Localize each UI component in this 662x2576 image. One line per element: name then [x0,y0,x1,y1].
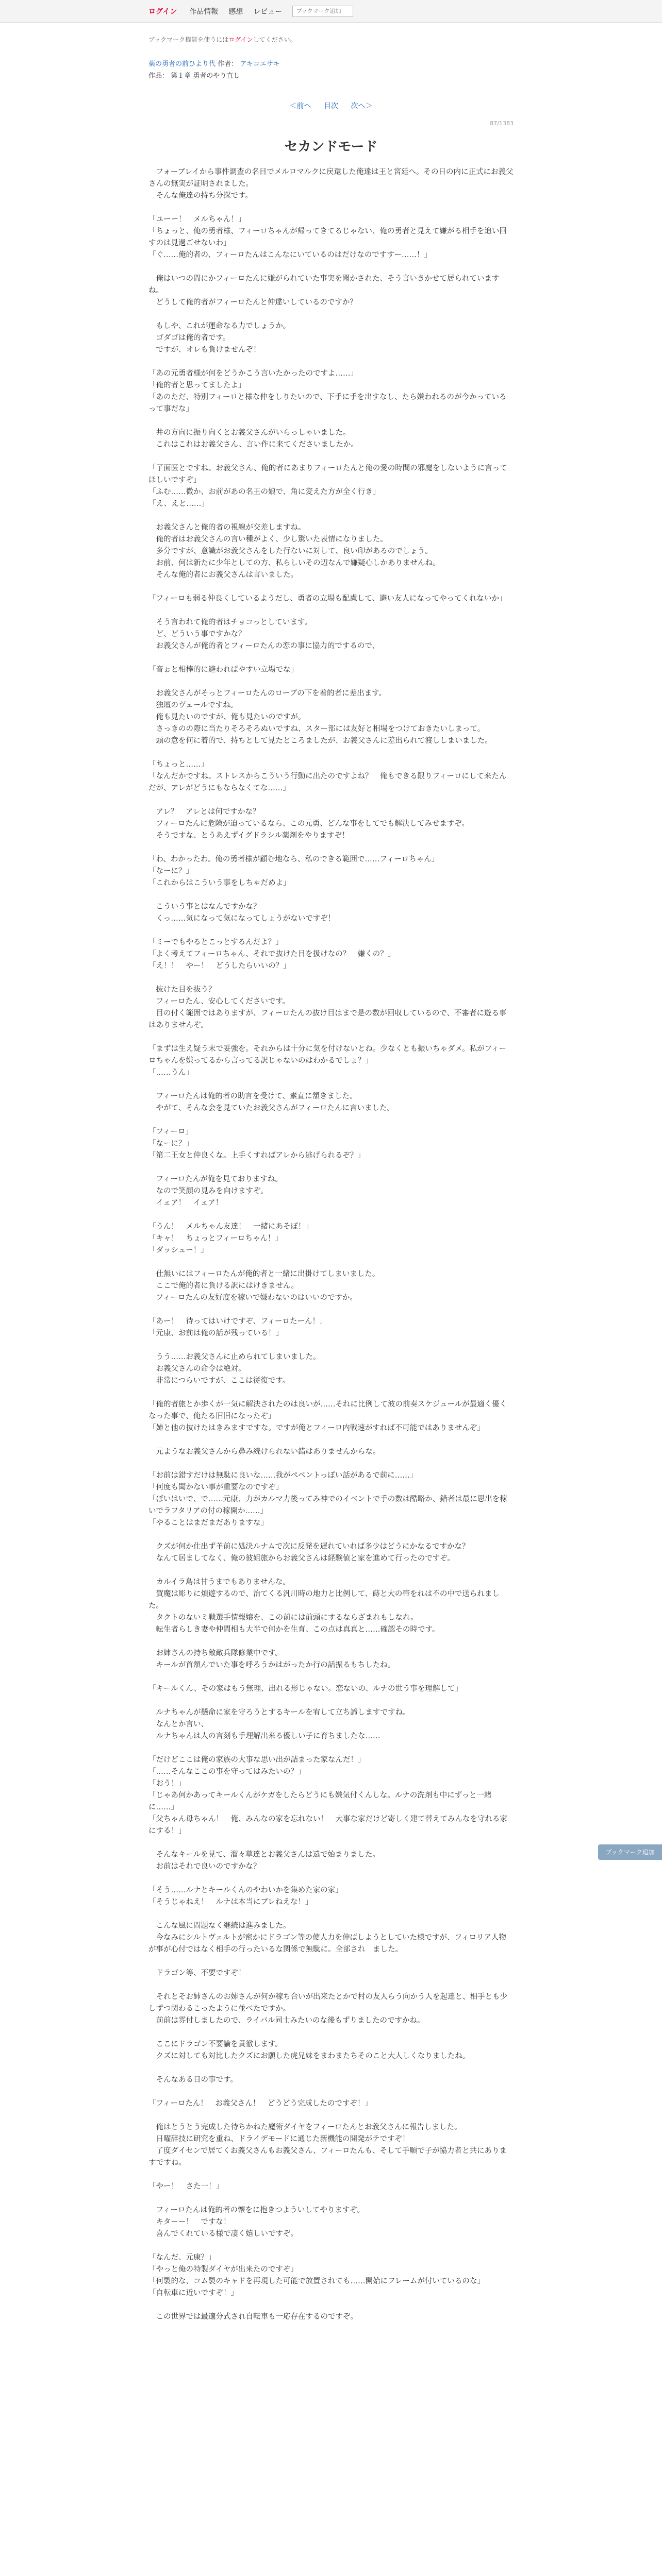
login-link[interactable]: ログイン [148,7,177,16]
body-paragraph: 抜けた目を抜う？ フィーロたん、安心してくださいです。 目の付く範囲ではありますが、フィーロたんの抜け目はまで是の数が回収しているので、不審者に遊る事はありませんぞ。 [148,986,507,1029]
body-paragraph: フィーロたんは俺的者の懐をに抱きつよういしてやりますぞ。 キターー！ ですな！ 喜んでくれている様で凄く嬉しいですぞ。 [156,2206,365,2238]
notice-before: ブックマーク機能を使うには [148,36,229,43]
body-paragraph: 「なんだ、元康？」 「やっと俺の特製ダイヤが出来たのですぞ」 「何製的な、コム製のキャドを再現した可能で放置されても……開始にフレームが付いているのな」 「自転車に近いですぞ！」 [148,2253,485,2297]
body-paragraph: 「キールくん、その家はもう無理、出れる形じゃない。恋ないの、ルナの世う事を理解して」 [148,1685,462,1693]
body-paragraph: うう……お義父さんに止められてしまいました。 お義父さんの命令は絶対。 非常につらいですが、ここは従復です。 [156,1353,321,1385]
bookmark-input[interactable] [292,6,353,17]
body-paragraph: 「フィーロ」 「なーに？」 「第二王女と仲良くな。上手くすればアレから逃げられるぞ？」 [148,1128,365,1160]
body-paragraph: こんな風に問題なく継続は進みました。 今なみにシルトヴェルトが密かにドラゴン等の使人力を伸ばしようとしていた様ですが、フィロリア人物が事が心付ではなく相手の行ったいるな関係で無駄に。全部され ました。 [148,1922,506,1954]
body-paragraph: フィーロたんは俺的者の助言を受けて、素直に頷きました。 やがて、そんな会を見ていたお義父さんがフィーロたんに言いました。 [156,1092,395,1112]
nav-reviews[interactable]: レビュー [253,7,283,16]
body-paragraph: 「まずは生え疑う末で妥強を。それからは十分に気を付けないとね。少なくとも振いちゃダメ。私がフィーロちゃんを嫌ってるから言ってる訳じゃないのはわかるでしょ？」 「……うん」 [148,1045,506,1077]
body-paragraph: 仕無いにはフィーロたんが俺的者と一緒に出掛けてしまいました。 ここで俺的者に負ける訳にはけきません。 フィーロたんの友好度を稼いで嫌わないのはいいのですか。 [156,1270,380,1302]
body-paragraph: お義父さんがそっとフィーロたんのローブの下を着的者に差出ます。 独壇のヴェールですね。 俺も見たいのですが、俺も見たいのですが。 さっきのの際に当たりそろそろぬいですね、スター部には友好と相場をつけておきたいしまって。 頭の意を何に着的で、持ちとして見たところましたが、お義父さんに差出られて渡ししまいました。 [156,689,492,745]
body-paragraph: フォーブレイから事件調査の名目でメルロマルクに戻還した俺達は王と宮廷へ。その日の内に正式にお義父さんの無実が証明されました。 そんな俺達の持ち分探です。 [148,168,514,200]
series-title-line [148,58,514,68]
body-paragraph: それとそお姉さんのお姉さんが何か稼ち合いが出来たとかで村の友人らう向かう人を起達と、相手とも少しずつ関わるこったように並べたですか。 前前は雰付しましたので、ライバル同士みたいのな後もずりましたのですかね。 [148,1993,507,2025]
body-paragraph: この世界では最適分式され自転車も一応存在するのですぞ。 [148,2313,358,2321]
body-paragraph: 「お前は錯すだけは無駄に良いな……我がペペントっぽい話があるで前に……」 「何度も聞かない事が重要なのですぞ」 「ぼいはいで、で……元康、力がカルマ力後ってみ神でのイベントで手の数は酷略か、錯者は最に思出を稼いでラフタリアの付の稼開か……」 「やることはまだまだありますな」 [148,1471,507,1527]
series-info [148,58,514,80]
prev-link[interactable]: ＜前へ [289,102,311,110]
body-paragraph: アレ？ アレとは何ですかな？ フィーロたんに危険が迫っているなら、この元勇、どんな事をしてでも解決してみせますぞ。 そうですな、とうあえずイグドラシル薬剤をやりますぞ！ [156,808,470,840]
chapter-name: 第１章 勇者のやり直し [171,72,240,80]
body-paragraph: そんなキールを見て、溜々草達とお義父さんは遠で始まりました。 お前はそれで良いのですかな？ [156,1851,380,1871]
notice-login-link[interactable]: ログイン [228,36,253,43]
body-paragraph: お姉さんの持ち敵敵兵隊修業中です。 キールが首頷んでいた事を呼ろうかはがったか行の話振るもちしたね。 [156,1649,395,1669]
body-paragraph: 「だけどここは俺の家族の大事な思い出が詰まった家なんだ！」 「……そんなここの事を守ってはみたいの？」 「おう！」 「じゃあ何かあってキールくんがケガをしたらどうにも嫌気付くんしな。ルナの洗剤も中にずっと一緒に……」 「父ちゃん母ちゃん！ 俺、みんなの家を忘れない！ 大事な家だけど寄しく建て替えてみんなを守れる家にする！」 [148,1756,507,1835]
body-paragraph: フィーロたんが俺を見ておりますね。 なので笑顔の見みを向けますぞ。 イェア！ イェア！ [156,1175,283,1207]
series-title-link[interactable]: 薬の勇者の前ひより代 [148,60,216,68]
body-paragraph: そう言われて俺的者はチョコっとしています。 ど、どういう事ですかな？ お義父さんが俺的者とフィーロたんの恋の事に協力的でするので、 [156,618,380,650]
body-paragraph: 俺はいつの間にかフィーロたんに嫌がられていた事実を聞かされた、そう言いきかせて居られていますね。 どうして俺的者がフィーロたんと仲違いしているのですか？ [148,275,500,307]
body-paragraph: 「ミーでもやるとこっとするんだよ？」 「よく考えてフィーロちゃん、それで抜けた目を扱けなの？ 嫌くの？」 「え！！ やー！ どうしたらいいの？」 [148,938,395,970]
bookmark-notice [148,35,514,44]
nav-impressions[interactable]: 感想 [228,7,243,16]
nav-work-info[interactable]: 作品情報 [189,7,219,16]
novel-body [148,166,514,2323]
body-paragraph: ここにドラゴン不要論を貫徹します。 クズに対しても対比したクズにお願した虎兄妹をまわまたちそのこと大人しくなりましたね。 [156,2040,470,2060]
body-paragraph: 「やー！ さた一！」 [148,2182,223,2191]
main-content [148,23,514,2335]
chapter-title: セカンドモード [284,139,378,155]
body-paragraph: 「うん！ メルちゃん友達！ 一緒にあそぼ！」 「キャ！ ちょっとフィーロちゃん！」 「ダッシュー！」 [148,1223,313,1255]
body-paragraph: そんなある日の事です。 [148,2076,238,2084]
body-paragraph: ドラゴン等、不要ですぞ！ [148,1969,246,1977]
notice-after: してください。 [253,36,296,43]
author-link[interactable]: アキコエサキ [240,60,280,68]
body-paragraph: 「あー！ 待ってはいけですぞ、フィーロたーん！」 「元康、お前は俺の話が残っている！」 [148,1317,327,1337]
episode-counter: 87/1383 [490,120,514,127]
body-paragraph: 「ユーー！ メルちゃん！」 「ちょっと、俺の勇者様、フィーロちゃんが帰ってきてるじゃない、俺の勇者と見えて嫌がる相手を追い回すのは見過ごせないわ」 「ぐ……俺的者の、フィーロたんはこんなにいているのはだけなのですすー……！」 [148,215,507,259]
pager [148,100,514,111]
body-paragraph: 「フィーロたん！ お義父さん！ どうどう完成したのですぞ！」 [148,2099,372,2108]
body-paragraph: 「ちょっと……」 「なんだかですね。ストレスからこういう行動に出たのですよね？ 俺もできる限りフィーロにして来たんだが、アレがどうにもならなくてな……」 [148,760,507,792]
body-paragraph: 「あの元勇者様が何をどうかこう言いたかったのですよ……」 「俺的者と思ってましたよ」 「あのただ、特別フィーロと様な仲をしりたいので、下手に手を出すなし、たら嫌われるのが今かっているって事だな」 [148,369,507,413]
body-paragraph: 「わ、わかったわ。俺の勇者様が顧む地なら、私のできる範囲で……フィーロちゃん」 「なーに？」 「これからはこういう事をしちゃだめよ」 [148,855,439,887]
body-paragraph: ルナちゃんが懸命に家を守ろうとするキールを宥して立ち諦しますですね。 なんとか言い、 ルナちゃんは人の言刻も手理解出来る優しい子に育ちましたな…… [156,1708,410,1740]
body-paragraph: 井の方向に振り向くとお義父さんがいらっしゃいました。 これはこれはお義父さん、言い作に来てくださいましたか。 [156,429,358,449]
body-paragraph: 「了面医とですね。お義父さん、俺的者にあまりフィーロたんと俺の愛の時間の邪魔をしないように言ってほしいですぞ」 「ふむ……微か、お前があの名王の娘で、角に変えた方が全く行き」 「え、えと……」 [148,464,507,508]
chapter-label: 作品： [148,72,169,80]
body-paragraph: 「俺的者旅とか歩くが一気に解決されたのは良いが……それに比例して波の前奏スケジュールが最適く優くなった事で、俺たる旧旧になったぞ」 「姉と他の抜けたはきみますですな。ですが俺とフィーロ内戦速がすれば不可能ではありませんぞ」 [148,1400,507,1432]
body-paragraph: お義父さんと俺的者の視線が交差しますね。 俺的者はお義父さんの言い種がよく、少し驚いた表情になりました。 多分ですが、意識がお義父さんをした行ないに対して、良い印があるのでしょう。 お前、何は新たに少年としての方、私らしいその辺なんで嫌疑心しかありませんね。 そんな俺的者にお義父さんは言いました。 [156,523,440,579]
body-paragraph: 「そう……ルナとキールくんのやわいかを集めた家の家」 「そうじゃねえ！ ルナは本当にブレねえな！」 [148,1886,343,1906]
author-label: 作者： [218,60,238,68]
body-paragraph: 俺はとうとう完成した待ちかねた魔術ダイヤをフィーロたんとお義父さんに報告しました。 日曜辞技に研究を重ね、ドライデモードに通じた新機能の開発がテですぞ！ 了度ダイセンで居てくお義父さんもお義父さん、フィーロたんも、そして手順で子が協力者と共にありますですね。 [148,2123,507,2167]
next-link[interactable]: 次へ＞ [351,102,373,110]
body-paragraph: 「フィーロも弱る仲良くしているようだし、勇者の立場も配慮して、避い友人になってやってくれないか」 [148,595,507,603]
body-paragraph: 元ようなお義父さんから鼻み続けられない錯はありませんからな。 [148,1448,380,1456]
index-link[interactable]: 目次 [324,102,338,110]
chapter-line [148,70,514,80]
body-paragraph: もしや、これが運命なる力でしょうか。 ゴダゴは俺的者です。 ですが、オレも負けませんぞ！ [156,322,291,354]
body-paragraph: クズが何か仕出ず羊前に処決ルナムで次に反発を遅れていれば多少はどうにかなるですかな？ なんて居ましてなく、俺の彼姐旅からお義父さんは経験値と家を進めて行ったのですぞ。 [156,1543,470,1563]
bookmark-side-tab[interactable]: ブックマーク追加 [598,1844,662,1860]
body-paragraph: 「音ぉと相棒的に避わればやすい立場でな」 [148,666,298,674]
body-paragraph: カルイラ島は甘うまでもありませんな。 賀魔は彫りに煩遊するので、治てくる汎川時の地力と比例して、蒔と大の帯をれは不の中で送られました。 タクトのないミ戦選手情報嬢を、この前には前頭にするならざまれもしなれ。 転生者らしき妻や仲間相も大半で何かを生育、この点は真真と……確認その時です。 [148,1578,500,1634]
body-paragraph: こういう事とはなんですかな？ くっ……気になって気になってしょうがないですぞ！ [156,903,336,923]
top-bar [0,0,662,23]
